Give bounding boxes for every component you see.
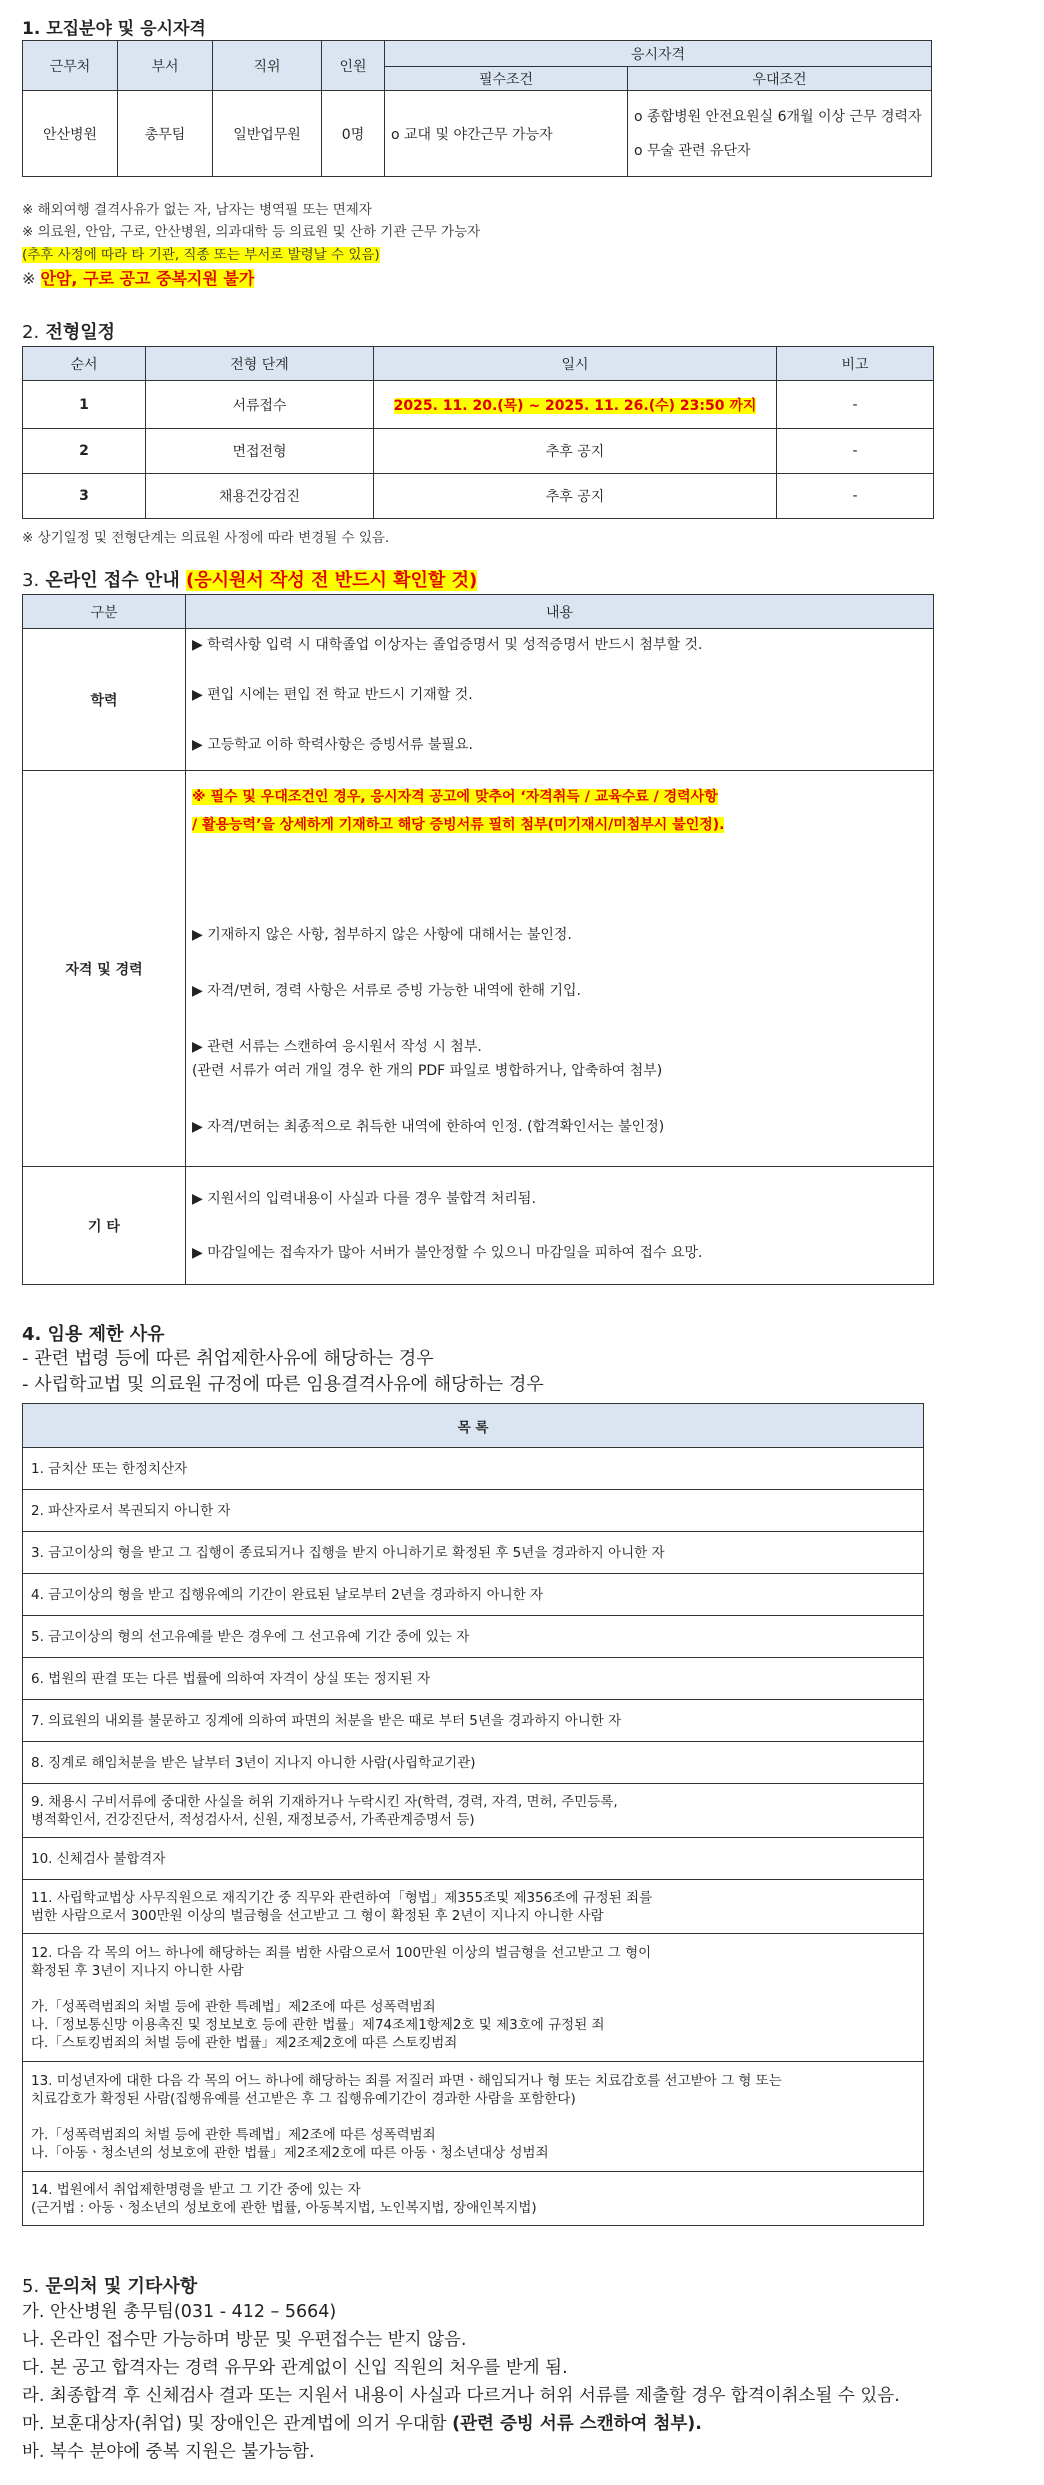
section2-title: 2. 전형일정 [22, 322, 116, 343]
list-item-line [31, 2108, 915, 2126]
hdr-cat: 구분 [23, 595, 186, 629]
list-item-line: 8. 징계로 해임처분을 받은 날부터 3년이 지나지 아니한 사람(사립학교기관) [31, 1754, 476, 1771]
hdr-place: 근무처 [23, 41, 118, 91]
s5-line-3: 다. 본 공고 합격자는 경력 유무와 관계없이 신입 직원의 처우를 받게 됨. [22, 2358, 568, 2378]
edu-content [186, 629, 934, 771]
qual-line-1: ▶ 기재하지 않은 사항, 첨부하지 않은 사항에 대해서는 불인정. [192, 927, 572, 943]
section1-title: 1. 모집분야 및 응시자격 [22, 19, 206, 39]
list-item [23, 1616, 924, 1658]
list-item-line: 7. 의료원의 내외를 불문하고 징계에 의하여 파면의 처분을 받은 때로 부터 5년을 경과하지 아니한 자 [31, 1712, 622, 1729]
list-item [23, 1490, 924, 1532]
etc-label: 기 타 [23, 1167, 186, 1285]
row3-date: 추후 공지 [374, 474, 777, 519]
list-item-line: 13. 미성년자에 대한 다음 각 목의 어느 하나에 해당하는 죄를 저질러 파면ㆍ해임되거나 형 또는 치료감호를 선고받아 그 형 또는 [31, 2072, 782, 2089]
list-item [23, 1532, 924, 1574]
list-header: 목 록 [23, 1404, 924, 1448]
s1-highlight-2: ※ 안암, 구로 공고 중복지원 불가 [22, 269, 255, 288]
cell-place: 안산병원 [23, 91, 118, 177]
s5-line-6: 바. 복수 분야에 중복 지원은 불가능함. [22, 2442, 315, 2462]
s5-line-5: 마. 보훈대상자(취업) 및 장애인은 관계법에 의거 우대함 (관련 증빙 서류 스캔하여 첨부). [22, 2414, 702, 2434]
s5-body [22, 2298, 900, 2466]
list-item [23, 1784, 924, 1838]
qual-line-3: ▶ 관련 서류는 스캔하여 응시원서 작성 시 첨부. [192, 1039, 482, 1055]
list-item [23, 2062, 924, 2172]
edu-label: 학력 [23, 629, 186, 771]
list-item-line: 병적확인서, 건강진단서, 적성검사서, 신원, 재정보증서, 가족관계증명서 등) [31, 1811, 475, 1828]
edu-line-3: ▶ 고등학교 이하 학력사항은 증빙서류 불필요. [192, 737, 473, 753]
row2-no: 2 [23, 429, 146, 474]
qual-line-4: ▶ 자격/면허는 최종적으로 취득한 내역에 한하여 인정. (합격확인서는 불인정) [192, 1119, 665, 1135]
s5-line-4: 라. 최종합격 후 신체검사 결과 또는 지원서 내용이 사실과 다르거나 허위 서류를 제출할 경우 합격이취소될 수 있음. [22, 2386, 900, 2406]
pref-line-1: o 종합병원 안전요원실 6개월 이상 근무 경력자 [634, 108, 922, 125]
list-item-line: 치료감호가 확정된 사람(집행유예를 선고받은 후 그 집행유예기간이 경과한 사람을 포함한다) [31, 2090, 576, 2107]
schedule-table [22, 346, 934, 519]
section4-title: 4. 임용 제한 사유 [22, 1324, 165, 1345]
list-item [23, 1838, 924, 1880]
list-item-line: (근거법 : 아동ㆍ청소년의 성보호에 관한 법률, 아동복지법, 노인복지법, 장애인복지법) [31, 2199, 537, 2216]
etc-content [186, 1167, 934, 1285]
hdr-req: 필수조건 [385, 67, 628, 91]
list-item-line: 확정된 후 3년이 지나지 아니한 사람 [31, 1962, 244, 1979]
s2-footnote: ※ 상기일정 및 전형단계는 의료원 사정에 따라 변경될 수 있음. [22, 530, 390, 546]
row1-stage: 서류접수 [146, 381, 374, 429]
s5-line-1: 가. 안산병원 총무팀(031 - 412 – 5664) [22, 2302, 337, 2322]
list-item [23, 1658, 924, 1700]
hdr-stage: 전형 단계 [146, 347, 374, 381]
s5-line-2: 나. 온라인 접수만 가능하며 방문 및 우편접수는 받지 않음. [22, 2330, 467, 2350]
list-item-line [31, 1980, 915, 1998]
cell-req: o 교대 및 야간근무 가능자 [385, 91, 628, 177]
hdr-qual: 응시자격 [385, 41, 932, 67]
edu-line-2: ▶ 편입 시에는 편입 전 학교 반드시 기재할 것. [192, 687, 473, 703]
online-guide-table [22, 594, 934, 1285]
qual-line-2: ▶ 자격/면허, 경력 사항은 서류로 증빙 가능한 내역에 한해 기입. [192, 983, 582, 999]
hdr-note: 비고 [777, 347, 934, 381]
qual-hl-1: ※ 필수 및 우대조건인 경우, 응시자격 공고에 맞추어 ‘자격취득 / 교육수료 / 경력사항 [192, 789, 718, 805]
list-item [23, 1742, 924, 1784]
list-item-line: 나.「정보통신망 이용촉진 및 정보보호 등에 관한 법률」제74조제1항제2호 및 제3호에 규정된 죄 [31, 2016, 605, 2033]
s4-desc-2: - 사립학교법 및 의료원 규정에 따른 임용결격사유에 해당하는 경우 [22, 1374, 544, 1395]
pref-line-2: o 무술 관련 유단자 [634, 142, 751, 159]
list-item [23, 1448, 924, 1490]
list-item-line: 11. 사립학교법상 사무직원으로 재직기간 중 직무와 관련하여「형법」제355조및 제356조에 규정된 죄를 [31, 1889, 653, 1906]
row2-note: - [777, 429, 934, 474]
s1-note-1: ※ 해외여행 결격사유가 없는 자, 남자는 병역필 또는 면제자 [22, 202, 372, 218]
hdr-pref: 우대조건 [628, 67, 932, 91]
s1-highlight-1: (추후 사정에 따라 타 기관, 직종 또는 부서로 발령날 수 있음) [22, 247, 380, 263]
row3-note: - [777, 474, 934, 519]
list-item-line: 가.「성폭력범죄의 처벌 등에 관한 특례법」제2조에 따른 성폭력범죄 [31, 2126, 436, 2143]
s4-desc-1: - 관련 법령 등에 따른 취업제한사유에 해당하는 경우 [22, 1348, 434, 1369]
list-item-line: 6. 법원의 판결 또는 다른 법률에 의하여 자격이 상실 또는 정지된 자 [31, 1670, 431, 1687]
list-item-line: 3. 금고이상의 형을 받고 그 집행이 종료되거나 집행을 받지 아니하기로 확정된 후 5년을 경과하지 아니한 자 [31, 1544, 665, 1561]
row2-stage: 면접전형 [146, 429, 374, 474]
etc-line-2: ▶ 마감일에는 접속자가 많아 서버가 불안정할 수 있으니 마감일을 피하여 접수 요망. [192, 1244, 703, 1261]
list-item-line: 가.「성폭력범죄의 처벌 등에 관한 특례법」제2조에 따른 성폭력범죄 [31, 1998, 436, 2015]
hdr-no: 순서 [23, 347, 146, 381]
list-item [23, 2172, 924, 2226]
recruit-table [22, 40, 932, 177]
s1-note-2: ※ 의료원, 안암, 구로, 안산병원, 의과대학 등 의료원 및 산하 기관 근무 가능자 [22, 224, 481, 240]
qual-line-3b: (관련 서류가 여러 개일 경우 한 개의 PDF 파일로 병합하거나, 압축하여 첨부) [192, 1063, 663, 1079]
cell-pos: 일반업무원 [213, 91, 322, 177]
qual-label: 자격 및 경력 [23, 771, 186, 1167]
list-item-line: 14. 법원에서 취업제한명령을 받고 그 기간 중에 있는 자 [31, 2181, 361, 2198]
row2-date: 추후 공지 [374, 429, 777, 474]
qual-hl-2: / 활용능력’을 상세하게 기재하고 해당 증빙서류 필히 첨부(미기재시/미첨부시 불인정). [192, 817, 725, 833]
list-item-line: 9. 채용시 구비서류에 중대한 사실을 허위 기재하거나 누락시킨 자(학력, 경력, 자격, 면허, 주민등록, [31, 1793, 618, 1810]
restriction-list [22, 1403, 924, 2226]
hdr-dept: 부서 [118, 41, 213, 91]
cell-pref [628, 91, 932, 177]
list-item-line: 4. 금고이상의 형을 받고 집행유예의 기간이 완료된 날로부터 2년을 경과하지 아니한 자 [31, 1586, 544, 1603]
etc-line-1: ▶ 지원서의 입력내용이 사실과 다를 경우 불합격 처리됨. [192, 1190, 536, 1207]
list-item-line: 12. 다음 각 목의 어느 하나에 해당하는 죄를 범한 사람으로서 100만원 이상의 벌금형을 선고받고 그 형이 [31, 1944, 652, 1961]
cell-count: 0명 [322, 91, 385, 177]
hdr-count: 인원 [322, 41, 385, 91]
row1-no: 1 [23, 381, 146, 429]
list-item-line: 1. 금치산 또는 한정치산자 [31, 1460, 188, 1477]
hdr-pos: 직위 [213, 41, 322, 91]
row3-no: 3 [23, 474, 146, 519]
list-item-line: 다.「스토킹범죄의 처벌 등에 관한 법률」제2조제2호에 따른 스토킹범죄 [31, 2034, 458, 2051]
row1-note: - [777, 381, 934, 429]
list-item [23, 1700, 924, 1742]
edu-line-1: ▶ 학력사항 입력 시 대학졸업 이상자는 졸업증명서 및 성적증명서 반드시 첨부할 것. [192, 637, 703, 653]
section5-title: 5. 문의처 및 기타사항 [22, 2276, 198, 2297]
hdr-content: 내용 [186, 595, 934, 629]
list-item [23, 1574, 924, 1616]
row1-date: 2025. 11. 20.(목) ~ 2025. 11. 26.(수) 23:50 까지 [374, 381, 777, 429]
list-item-line: 나.「아동ㆍ청소년의 성보호에 관한 법률」제2조제2호에 따른 아동ㆍ청소년대상 성범죄 [31, 2144, 549, 2161]
section3-title: 3. 온라인 접수 안내 (응시원서 작성 전 반드시 확인할 것) [22, 570, 478, 591]
hdr-date: 일시 [374, 347, 777, 381]
list-item [23, 1934, 924, 2062]
list-item-line: 2. 파산자로서 복권되지 아니한 자 [31, 1502, 231, 1519]
list-item-line: 5. 금고이상의 형의 선고유예를 받은 경우에 그 선고유예 기간 중에 있는 자 [31, 1628, 470, 1645]
list-item-line: 범한 사람으로서 300만원 이상의 벌금형을 선고받고 그 형이 확정된 후 2년이 지나지 아니한 사람 [31, 1907, 604, 1924]
cell-dept: 총무팀 [118, 91, 213, 177]
list-item-line: 10. 신체검사 불합격자 [31, 1850, 166, 1867]
list-item [23, 1880, 924, 1934]
row3-stage: 채용건강검진 [146, 474, 374, 519]
qual-content [186, 771, 934, 1167]
